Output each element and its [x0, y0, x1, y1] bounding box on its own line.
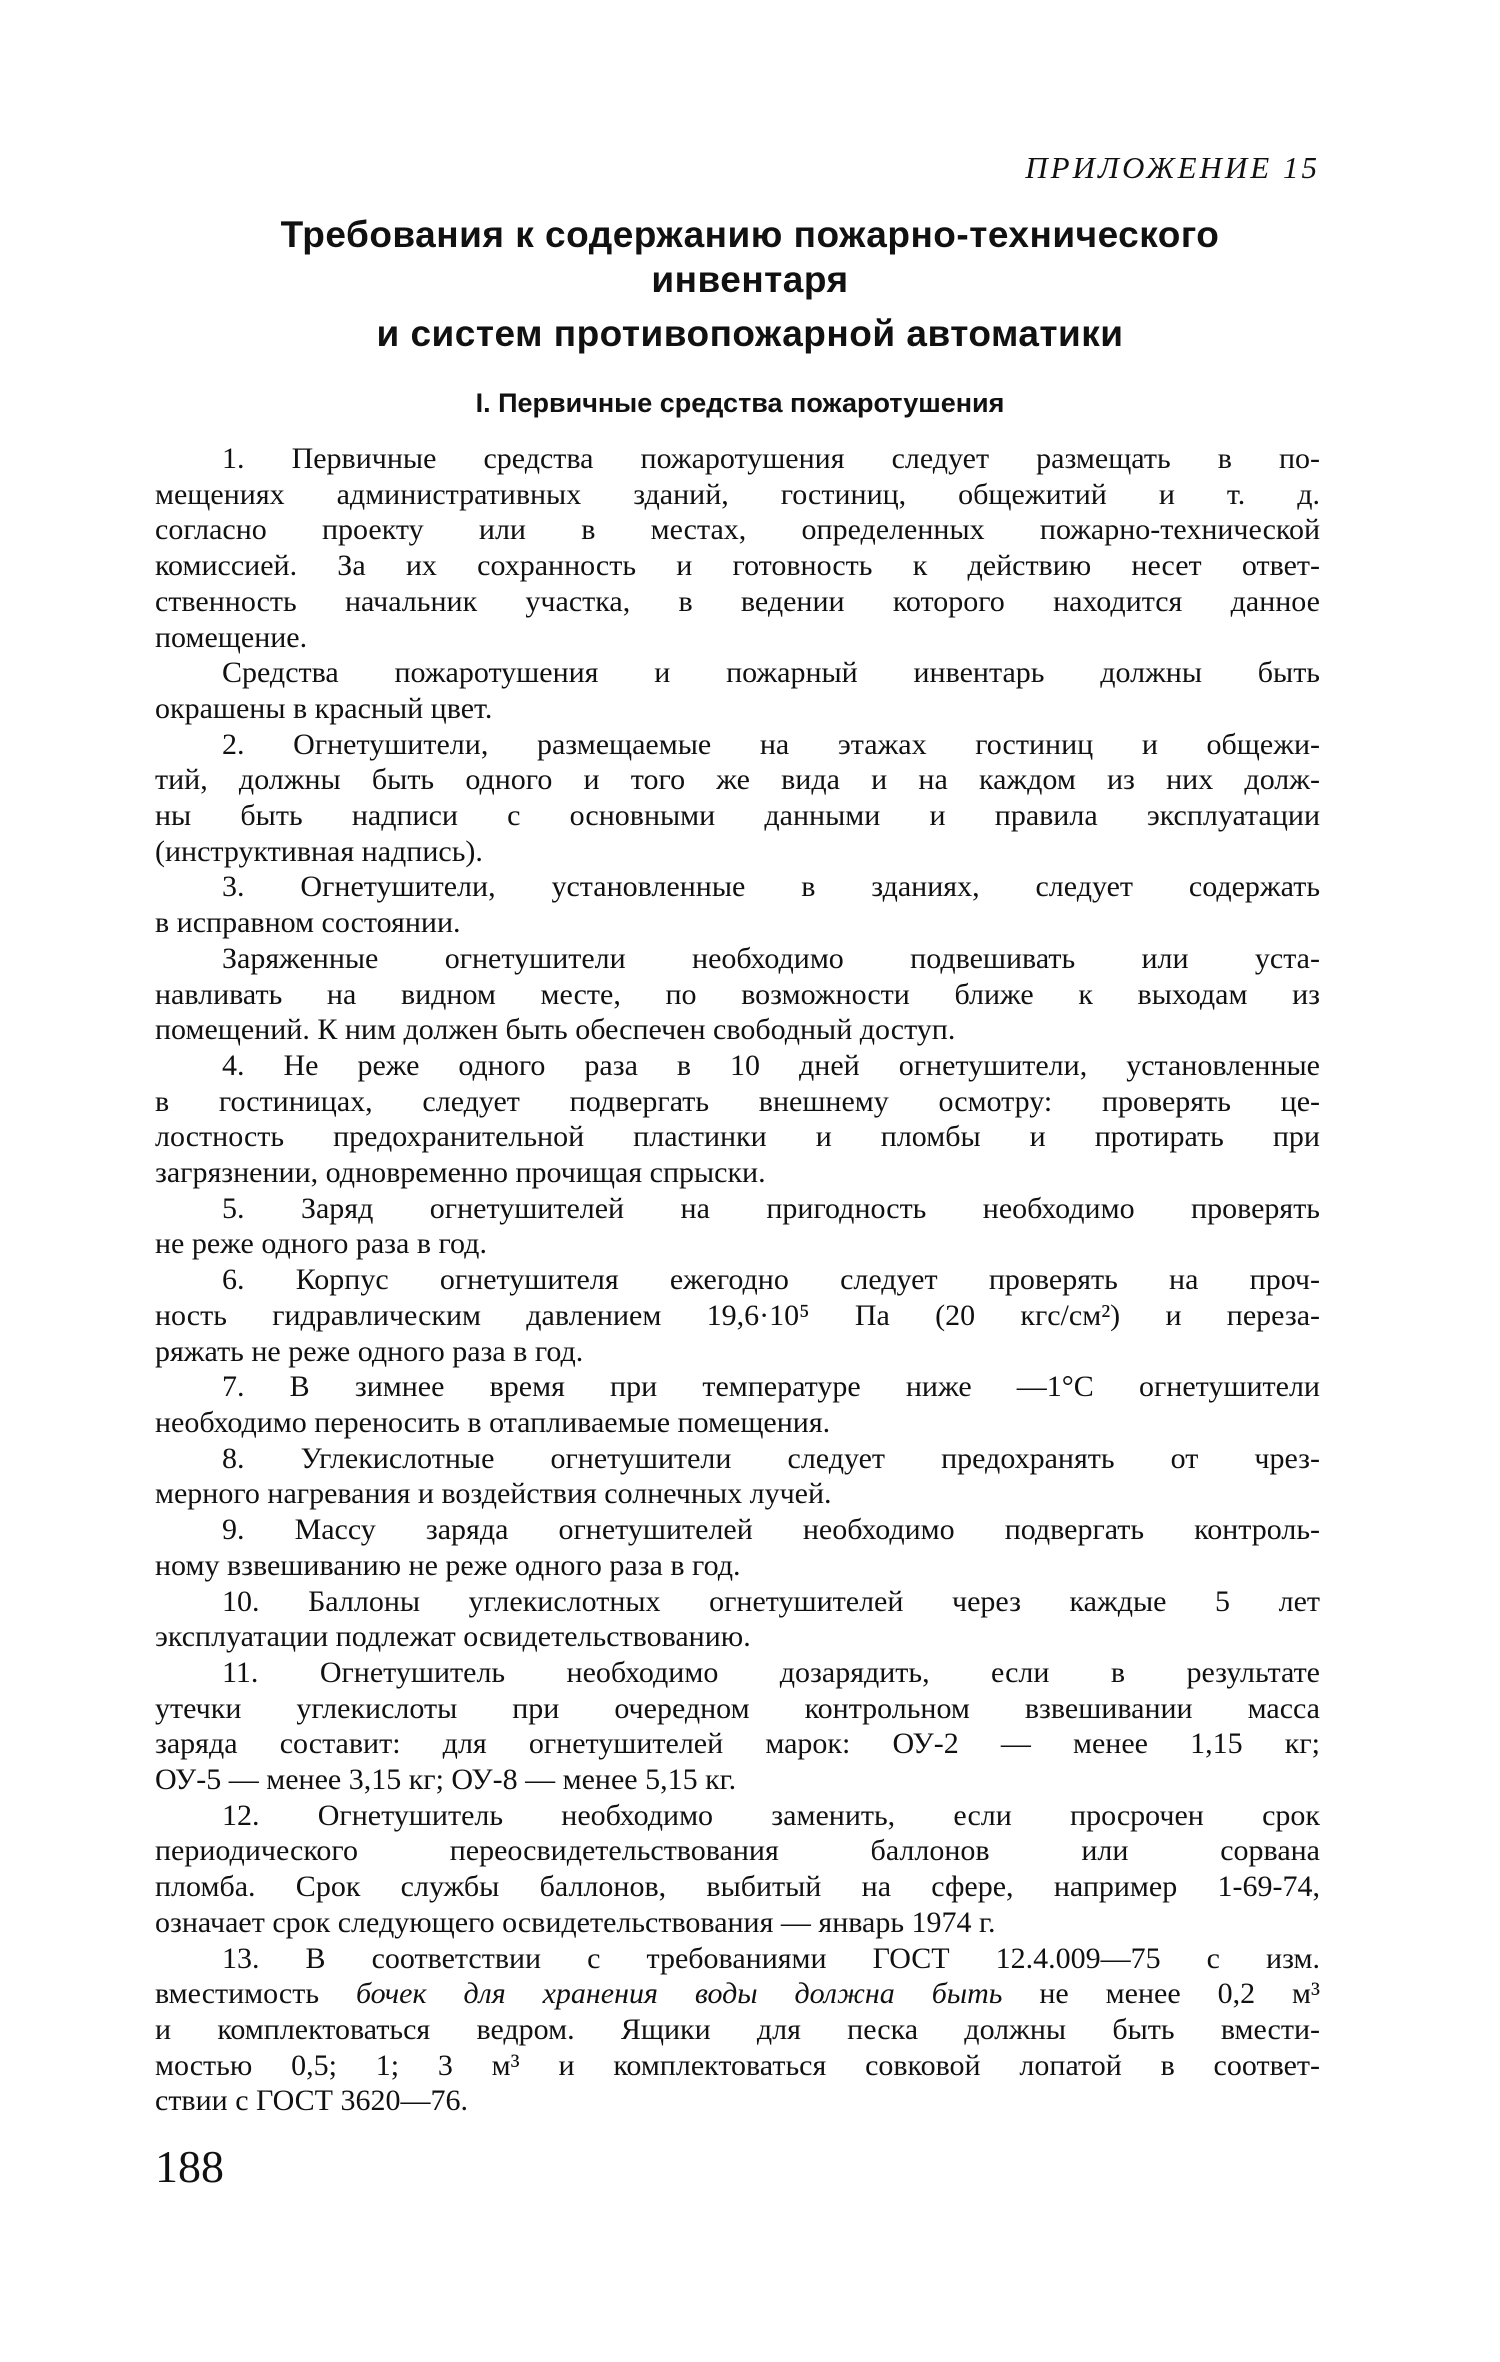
text-line: ряжать не реже одного раза в год.: [155, 1334, 584, 1368]
paragraph: [155, 1369, 1320, 1440]
text-line: 11. Огнетушитель необходимо дозарядить, если в результате: [222, 1655, 1320, 1689]
text-line: 3. Огнетушители, установленные в зданиях, следует содержать: [222, 870, 1320, 904]
page-title-line-3: и систем противопожарной автоматики: [376, 313, 1124, 354]
text-line: утечки углекислоты при очередном контрольном взвешивании масса: [155, 1691, 1320, 1725]
text-line: (инструктивная надпись).: [155, 834, 483, 868]
text-line: 12. Огнетушитель необходимо заменить, если просрочен срок: [222, 1798, 1320, 1832]
text-line: загрязнении, одновременно прочищая спрыски.: [155, 1156, 766, 1190]
text-segment: не менее 0,2 м³: [1002, 1977, 1320, 2011]
text-line: в исправном состоянии.: [155, 906, 461, 940]
section-heading: I. Первичные средства пожаротушения: [475, 388, 1005, 418]
text-line: в гостиницах, следует подвергать внешнему осмотру: проверять це-: [155, 1084, 1320, 1118]
text-line: 7. В зимнее время при температуре ниже —1°С огнетушители: [222, 1370, 1320, 1404]
text-line: 9. Массу заряда огнетушителей необходимо подвергать контроль-: [222, 1513, 1320, 1547]
text-line: заряда составит: для огнетушителей марок: ОУ-2 — менее 1,15 кг;: [155, 1727, 1320, 1761]
paragraph: [155, 1655, 1320, 1798]
text-line: 6. Корпус огнетушителя ежегодно следует проверять на проч-: [222, 1263, 1320, 1297]
text-line: и комплектоваться ведром. Ящики для песка должны быть вмести-: [155, 2012, 1320, 2046]
text-line: 10. Баллоны углекислотных огнетушителей через каждые 5 лет: [222, 1584, 1320, 1618]
text-line: комиссией. За их сохранность и готовность к действию несет ответ-: [155, 549, 1320, 583]
paragraph: [155, 941, 1320, 1048]
text-line: ственность начальник участка, в ведении которого находится данное: [155, 584, 1320, 618]
text-line: 2. Огнетушители, размещаемые на этажах гостиниц и общежи-: [222, 727, 1320, 761]
paragraph: [155, 1262, 1320, 1369]
text-line: 4. Не реже одного раза в 10 дней огнетушители, установленные: [222, 1048, 1320, 1082]
paragraph: [155, 869, 1320, 940]
paragraph: [155, 727, 1320, 870]
text-line: 8. Углекислотные огнетушители следует предохранять от чрез-: [222, 1441, 1320, 1475]
text-line: ность гидравлическим давлением 19,6·10⁵ Па (20 кгс/см²) и переза-: [155, 1298, 1320, 1332]
text-line: пломба. Срок службы баллонов, выбитый на сфере, например 1-69-74,: [155, 1870, 1320, 1904]
text-line: мещениях административных зданий, гостиниц, общежитий и т. д.: [155, 477, 1320, 511]
text-line: 5. Заряд огнетушителей на пригодность необходимо проверять: [222, 1191, 1320, 1225]
appendix-label: ПРИЛОЖЕНИЕ 15: [1025, 150, 1320, 185]
text-line: навливать на видном месте, по возможности ближе к выходам из: [155, 977, 1320, 1011]
text-line: [155, 1976, 1320, 2012]
text-line: периодического переосвидетельствования баллонов или сорвана: [155, 1834, 1320, 1868]
text-line: ствии с ГОСТ 3620—76.: [155, 2084, 468, 2118]
italic-text-segment: бочек для хранения воды должна быть: [355, 1977, 1003, 2011]
text-line: ОУ-5 — менее 3,15 кг; ОУ-8 — менее 5,15 кг.: [155, 1763, 737, 1797]
paragraph: [155, 441, 1320, 655]
paragraph: [155, 1191, 1320, 1262]
paragraph: [155, 655, 1320, 726]
text-line: помещение.: [155, 620, 308, 654]
page-title-line-1: Требования к содержанию пожарно-технического: [280, 214, 1220, 255]
text-line: ному взвешиванию не реже одного раза в год.: [155, 1548, 741, 1582]
paragraph: [155, 1941, 1320, 2120]
text-line: тий, должны быть одного и того же вида и на каждом из них долж-: [155, 763, 1320, 797]
text-line: 1. Первичные средства пожаротушения следует размещать в по-: [222, 442, 1320, 475]
page-number: 188: [155, 2141, 224, 2192]
document-body: [155, 441, 1320, 2119]
text-line: Средства пожаротушения и пожарный инвентарь должны быть: [222, 656, 1320, 690]
text-line: ны быть надписи с основными данными и правила эксплуатации: [155, 799, 1320, 833]
page-title-line-2: инвентаря: [651, 259, 849, 300]
text-line: помещений. К ним должен быть обеспечен свободный доступ.: [155, 1013, 956, 1047]
text-line: необходимо переносить в отапливаемые помещения.: [155, 1405, 831, 1439]
text-line: мерного нагревания и воздействия солнечных лучей.: [155, 1477, 832, 1511]
text-line: 13. В соответствии с требованиями ГОСТ 12.4.009—75 с изм.: [222, 1941, 1320, 1975]
text-line: означает срок следующего освидетельствования — январь 1974 г.: [155, 1905, 996, 1939]
text-segment: вместимость: [155, 1977, 356, 2011]
paragraph: [155, 1798, 1320, 1941]
text-line: окрашены в красный цвет.: [155, 691, 493, 725]
text-line: не реже одного раза в год.: [155, 1227, 487, 1261]
paragraph: [155, 1441, 1320, 1512]
text-line: Заряженные огнетушители необходимо подвешивать или уста-: [222, 941, 1320, 975]
text-line: эксплуатации подлежат освидетельствованию.: [155, 1620, 751, 1654]
text-line: согласно проекту или в местах, определенных пожарно-технической: [155, 513, 1320, 547]
paragraph: [155, 1512, 1320, 1583]
text-line: мостью 0,5; 1; 3 м³ и комплектоваться совковой лопатой в соответ-: [155, 2048, 1320, 2082]
paragraph: [155, 1584, 1320, 1655]
paragraph: [155, 1048, 1320, 1191]
text-line: лостность предохранительной пластинки и пломбы и протирать при: [155, 1120, 1320, 1154]
